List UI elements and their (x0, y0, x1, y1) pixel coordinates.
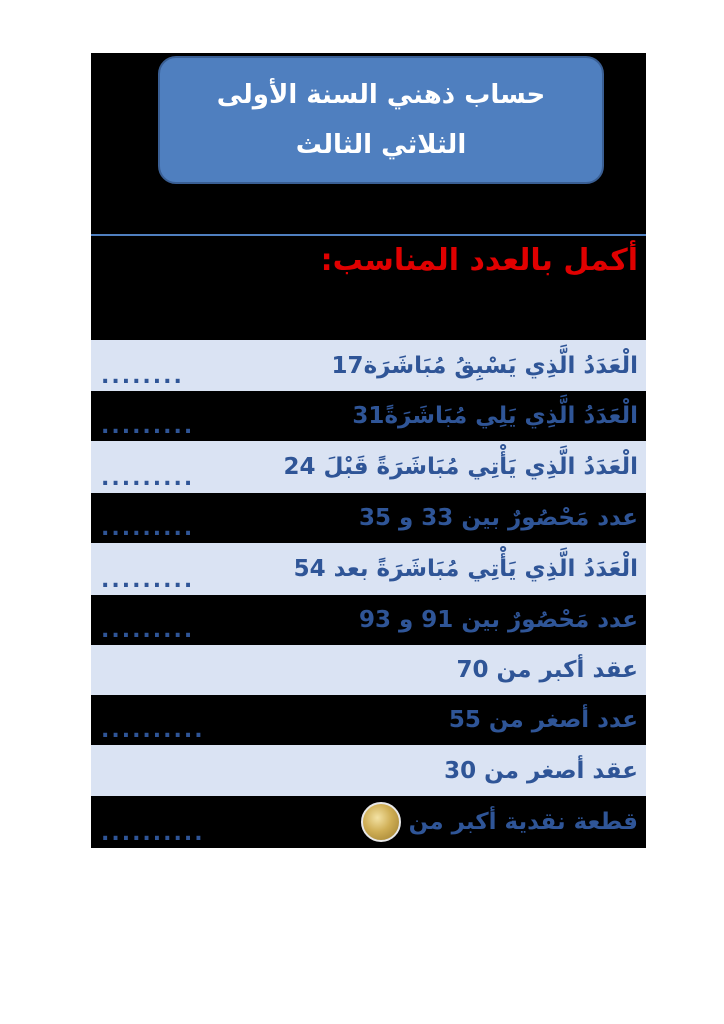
exercise-text: عدد مَحْصُورٌ بين 33 و 35 (358, 505, 638, 531)
answer-blank[interactable]: ......... (101, 466, 195, 491)
title-box (158, 56, 604, 184)
exercise-row (91, 543, 646, 595)
divider (91, 234, 646, 236)
exercise-text: قطعة نقدية أكبر من (408, 809, 638, 835)
exercise-row (91, 695, 646, 745)
exercise-text: عقد أكبر من 70 (456, 657, 638, 683)
answer-blank[interactable]: .......... (101, 718, 205, 743)
exercise-row (91, 796, 646, 848)
exercise-row (91, 645, 646, 695)
exercise-text: الْعَدَدُ الَّذِي يَأْتِي مُبَاشَرَةً بعد 54 (293, 556, 638, 582)
exercise-text: عقد أصغر من 30 (444, 757, 638, 784)
exercise-text: الْعَدَدُ الَّذِي يَأْتِي مُبَاشَرَةً قَبْلَ 24 (283, 454, 638, 480)
instruction: أكمل بالعدد المناسب: (320, 243, 638, 278)
worksheet-title: حساب ذهني السنة الأولى (216, 80, 546, 110)
gold-coin-icon (361, 802, 401, 842)
answer-blank[interactable]: ......... (101, 618, 195, 643)
worksheet (91, 53, 646, 848)
exercise-text: الْعَدَدُ الَّذِي يَسْبِقُ مُبَاشَرَة17 (331, 352, 638, 379)
exercise-text: عدد مَحْصُورٌ بين 91 و 93 (358, 607, 638, 633)
exercise-row (91, 493, 646, 543)
exercise-row (91, 441, 646, 493)
answer-blank[interactable]: ......... (101, 516, 195, 541)
exercise-text: عدد أصغر من 55 (448, 707, 638, 733)
exercise-row (91, 340, 646, 391)
exercise-text: الْعَدَدُ الَّذِي يَلِي مُبَاشَرَةً31 (352, 403, 638, 429)
answer-blank[interactable]: .......... (101, 821, 205, 846)
answer-blank[interactable]: ......... (101, 568, 195, 593)
exercise-row (91, 745, 646, 796)
answer-blank[interactable]: ......... (101, 414, 195, 439)
exercise-row (91, 595, 646, 645)
worksheet-subtitle: الثلاثي الثالث (295, 130, 467, 160)
exercise-row (91, 391, 646, 441)
answer-blank[interactable]: ........ (101, 364, 184, 389)
